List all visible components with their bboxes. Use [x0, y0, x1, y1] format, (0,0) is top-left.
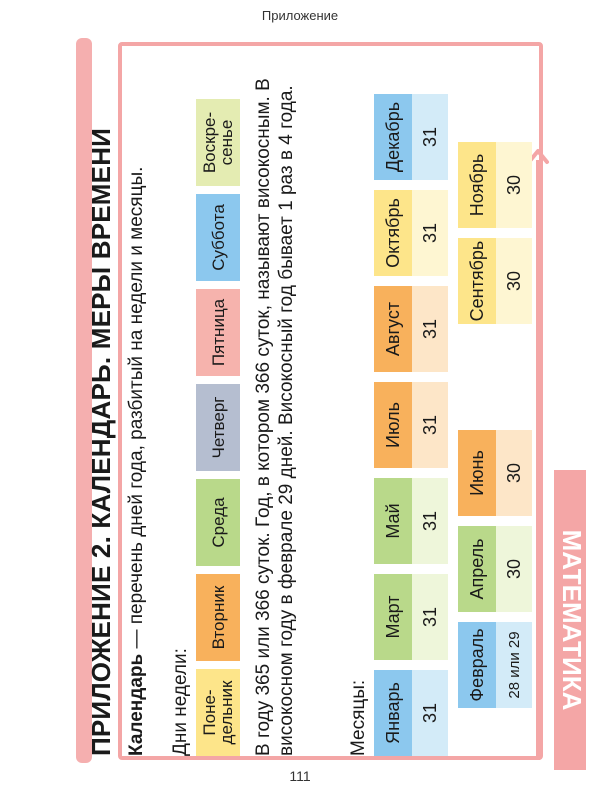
month-tile [374, 382, 448, 468]
definition-text: — перечень дней года, разбитый на недели и месяцы. [126, 166, 147, 654]
side-tab [548, 470, 588, 770]
month-tile [458, 142, 532, 228]
month-days: 28 или 29 [496, 622, 532, 708]
month-name: Июль [374, 382, 412, 468]
month-name: Октябрь [374, 190, 412, 276]
weekday-tile: Вторник [196, 574, 240, 661]
month-days: 31 [412, 478, 448, 564]
month-name: Май [374, 478, 412, 564]
weekdays-row [196, 99, 240, 756]
month-tile [374, 286, 448, 372]
weekday-tile: Среда [196, 479, 240, 566]
weekday-tile: Четверг [196, 384, 240, 471]
month-days: 31 [412, 286, 448, 372]
side-tab-label: МАТЕМАТИКА [557, 529, 588, 711]
month-name: Сентябрь [458, 238, 496, 324]
leap-year-facts: В году 365 или 366 суток. Год, в котором 366 суток, называют високосным. В високосном году в феврале 29 дней. Високосный год бывает 1 раз в 4 года. [253, 78, 297, 756]
month-name: Декабрь [374, 94, 412, 180]
month-tile [458, 238, 532, 324]
month-days: 31 [412, 574, 448, 660]
definition [126, 56, 148, 756]
weekday-tile: Воскре- сенье [196, 99, 240, 186]
month-tile [374, 574, 448, 660]
month-days: 30 [496, 526, 532, 612]
month-days: 31 [412, 382, 448, 468]
weekdays-label: Дни недели: [170, 648, 191, 756]
month-name: Июнь [458, 430, 496, 516]
month-days: 30 [496, 430, 532, 516]
month-days: 31 [412, 190, 448, 276]
month-days: 30 [496, 142, 532, 228]
months-grid [374, 26, 534, 756]
page-number: 111 [289, 768, 311, 784]
month-tile [374, 190, 448, 276]
month-tile [458, 526, 532, 612]
months-label: Месяцы: [348, 679, 369, 756]
month-tile [374, 478, 448, 564]
weekday-tile: Суббота [196, 194, 240, 281]
weekday-tile: Пятница [196, 289, 240, 376]
weekday-tile: Поне- дельник [196, 669, 240, 756]
rotated-content [86, 2, 552, 762]
month-days: 30 [496, 238, 532, 324]
month-tile [458, 430, 532, 516]
month-name: Август [374, 286, 412, 372]
running-head: Приложение [261, 8, 339, 23]
month-name: Апрель [458, 526, 496, 612]
month-tile [374, 670, 448, 756]
page-title: ПРИЛОЖЕНИЕ 2. КАЛЕНДАРЬ. МЕРЫ ВРЕМЕНИ [86, 127, 116, 756]
month-days: 31 [412, 94, 448, 180]
month-days: 31 [412, 670, 448, 756]
month-tile [458, 622, 532, 708]
definition-term: Календарь [126, 653, 147, 756]
month-name: Февраль [458, 622, 496, 708]
month-tile [374, 94, 448, 180]
month-name: Март [374, 574, 412, 660]
month-name: Ноябрь [458, 142, 496, 228]
month-name: Январь [374, 670, 412, 756]
